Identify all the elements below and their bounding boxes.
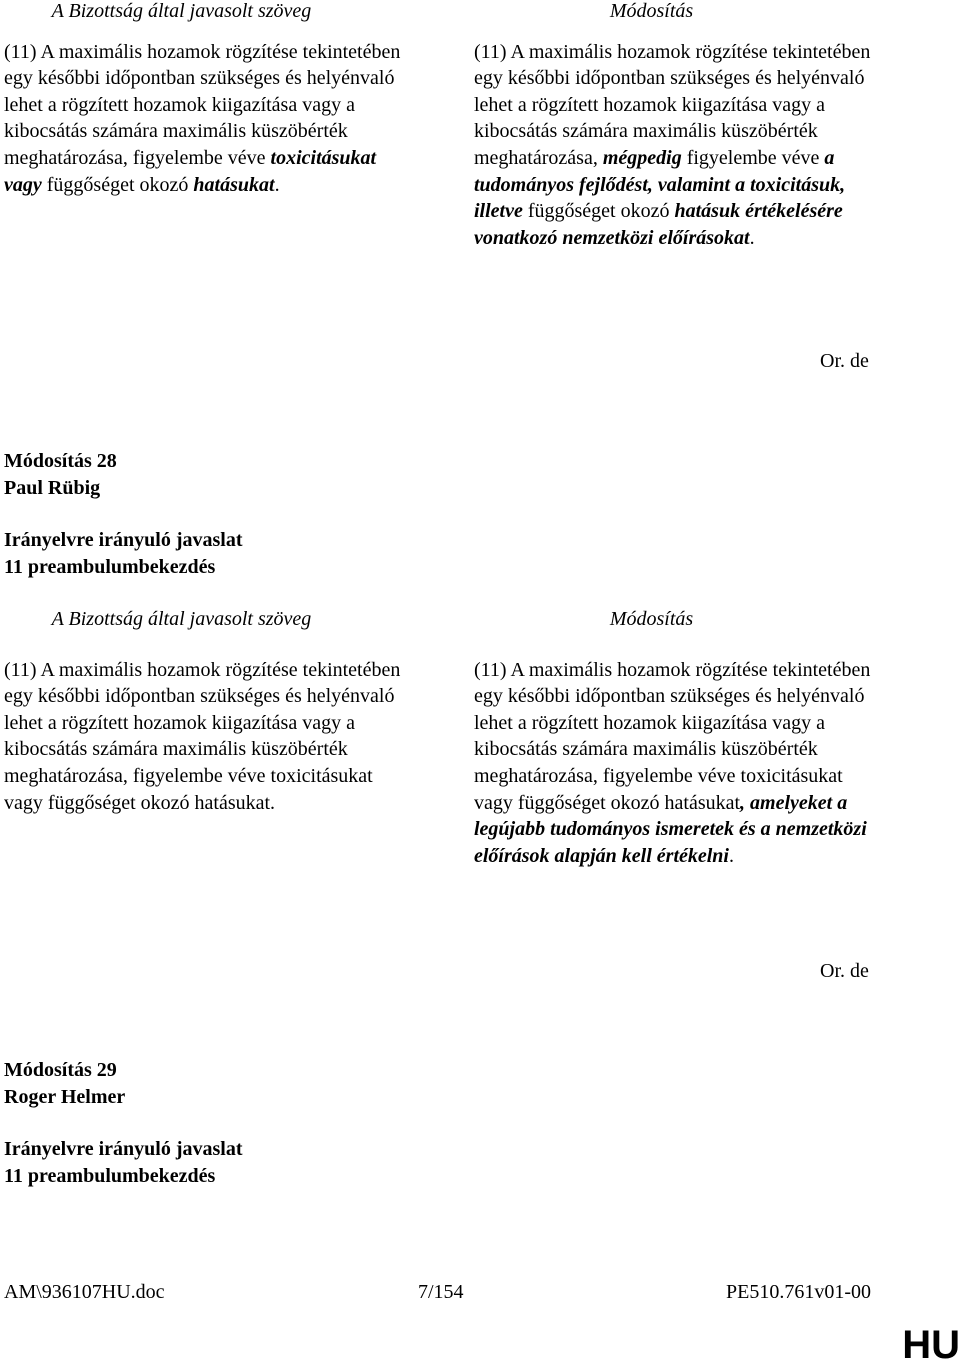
emphasized-text-run: hatásuk értékelésére vonatkozó nemzetközi előírásokat: [474, 200, 843, 249]
text-run: .: [729, 844, 734, 867]
emphasized-text-run: hatásukat: [193, 173, 275, 196]
text-run: (11) A maximális hozamok rögzítése tekintetében egy későbbi időpontban szükséges és helyénvaló lehet a rögzített hozamok kiigazítása vagy a kibocsátás számára maximális küszöbérték meghatározása, figyelembe véve toxicitásukat vagy függőséget okozó hatásukat: [474, 658, 871, 814]
block1-left-text: [4, 39, 404, 199]
block2-left-heading: A Bizottság által javasolt szöveg: [51, 608, 312, 630]
emphasized-text-run: mégpedig: [602, 146, 682, 169]
block1-right-column: [474, 0, 874, 251]
block1-left-column: [4, 0, 404, 198]
emphasized-text-run: a tudományos fejlődést, valamint a toxicitásuk, illetve: [474, 146, 846, 223]
emphasized-text-run: , amelyeket a legújabb tudományos ismeretek és a nemzetközi előírások alapján kell értékelni: [474, 791, 867, 867]
amendment29-recital: 11 preambulumbekezdés: [4, 1164, 216, 1187]
amendment28-number: Módosítás 28: [4, 450, 117, 472]
block1-right-heading: Módosítás: [609, 0, 694, 22]
block1-original-language: Or. de: [820, 350, 869, 372]
emphasized-text-run: toxicitásukat vagy: [4, 146, 377, 196]
text-run: .: [274, 173, 280, 196]
block2-original-language: Or. de: [820, 960, 869, 982]
footer-pe-ref: PE510.761v01-00: [726, 1281, 871, 1303]
amendment29-header: [4, 1057, 243, 1189]
amendment28-header: [4, 448, 243, 580]
block2-right-text: [474, 657, 874, 870]
block2-right-heading: Módosítás: [609, 608, 694, 630]
block1-right-text: [474, 39, 874, 252]
block2-right-column: [474, 606, 874, 869]
block1-left-heading: A Bizottság által javasolt szöveg: [51, 0, 312, 22]
text-run: figyelembe véve: [681, 146, 825, 169]
block2-left-column: [4, 606, 404, 816]
footer-language-code: HU: [902, 1323, 960, 1367]
block2-left-text: [4, 657, 404, 817]
amendment29-number: Módosítás 29: [4, 1059, 117, 1081]
text-run: függőséget okozó: [41, 173, 194, 196]
amendment28-recital: 11 preambulumbekezdés: [4, 555, 216, 578]
footer-doc-ref: AM\936107HU.doc: [4, 1281, 165, 1303]
text-run: .: [749, 226, 755, 249]
amendment29-author: Roger Helmer: [4, 1085, 126, 1108]
footer-page-number: 7/154: [418, 1281, 464, 1303]
text-run: (11) A maximális hozamok rögzítése tekintetében egy későbbi időpontban szükséges és helyénvaló lehet a rögzített hozamok kiigazítása vagy a kibocsátás számára maximális küszöbérték meghatározása,: [474, 40, 871, 169]
amendment29-doc-type: Irányelvre irányuló javaslat: [4, 1138, 243, 1161]
text-run: (11) A maximális hozamok rögzítése tekintetében egy későbbi időpontban szükséges és helyénvaló lehet a rögzített hozamok kiigazítása vagy a kibocsátás számára maximális küszöbérték meghatározása, figyelembe véve toxicitásukat vagy függőséget okozó hatásukat.: [4, 658, 401, 814]
amendment28-doc-type: Irányelvre irányuló javaslat: [4, 529, 243, 552]
text-run: (11) A maximális hozamok rögzítése tekintetében egy későbbi időpontban szükséges és helyénvaló lehet a rögzített hozamok kiigazítása vagy a kibocsátás számára maximális küszöbérték meghatározása, figyelembe véve: [4, 40, 401, 169]
text-run: függőséget okozó: [522, 200, 675, 223]
amendment28-author: Paul Rübig: [4, 476, 101, 499]
